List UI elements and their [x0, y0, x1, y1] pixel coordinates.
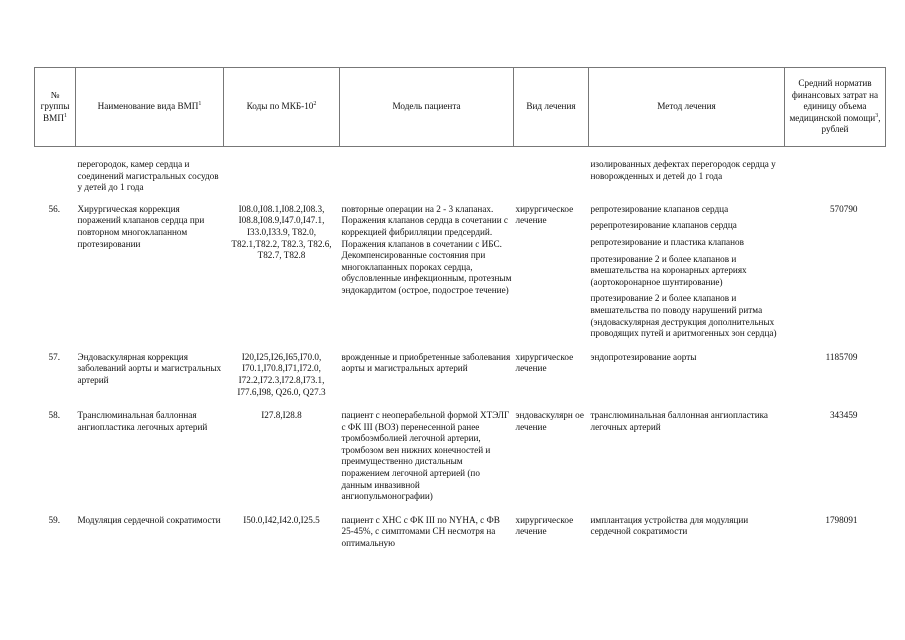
row-method: репротезирование и пластика клапанов [590, 236, 744, 247]
header-norm: Средний норматив финансовых затрат на единицу объема медицинской помощи$^3$, рублей [785, 68, 886, 147]
row-methods [589, 344, 785, 402]
row-method: имплантация устройства для модуляции сердечной сократимости [590, 514, 749, 537]
row-kind: хирургическое лечение [515, 351, 574, 374]
row-norm: 343459 [829, 410, 858, 421]
table-row [35, 507, 886, 554]
row-model: пациент с ХНС с ФК III по NYHA, с ФВ 25-45%, с симптомами СН несмотря на оптимальную [341, 514, 500, 549]
row-kind: эндоваскулярн ое лечение [515, 410, 584, 432]
row-number: 58. [48, 410, 60, 421]
table-row [35, 196, 886, 344]
row-number: 59. [48, 514, 60, 525]
row-kind: хирургическое лечение [515, 203, 574, 226]
header-name: Наименование вида ВМП$^1$ [76, 68, 224, 147]
row-codes: I27.8,I28.8 [261, 410, 302, 421]
continuation-method: изолированных дефектах перегородок сердца у новорожденных и детей до 1 года [590, 159, 776, 181]
row-norm: 1798091 [825, 514, 858, 525]
table-header [35, 68, 886, 147]
row-number: 56. [48, 203, 60, 214]
row-name: Эндоваскулярная коррекция заболеваний аорты и магистральных артерий [77, 351, 222, 385]
header-group: № группы ВМП$^1$ [35, 68, 76, 147]
header-model: Модель пациента [340, 68, 514, 147]
row-methods [589, 507, 785, 554]
row-name: Транслюминальная баллонная ангиопластика легочных артерий [77, 410, 208, 432]
row-model: врожденные и приобретенные заболевания аорты и магистральных артерий [341, 351, 511, 374]
row-method: транслюминальная баллонная ангиопластика легочных артерий [590, 410, 769, 432]
continuation-name: перегородок, камер сердца и соединений магистральных сосудов у детей до 1 года [77, 159, 219, 193]
row-norm: 570790 [829, 203, 858, 214]
table-row [35, 344, 886, 402]
table-row [35, 402, 886, 507]
row-method: репротезирование клапанов сердца [590, 203, 729, 214]
header-kind: Вид лечения [514, 68, 589, 147]
row-codes: I50.0,I42,I42.0,I25.5 [243, 514, 320, 525]
row-codes: I08.0,I08.1,I08.2,I08.3, I08.8,I08.9,I47.0,I47.1, I33.0,I33.9, T82.0, T82.1,T82.2, T82.3, T82.6, T82.7, T82.8 [231, 203, 332, 261]
row-name: Хирургическая коррекция поражений клапанов сердца при повторном многоклапанном протезировании [77, 203, 205, 249]
header-codes: Коды по МКБ-$10^2$ [224, 68, 340, 147]
row-methods [589, 196, 785, 344]
row-name: Модуляция сердечной сократимости [77, 514, 221, 525]
row-method: протезирование 2 и более клапанов и вмешательства по поводу нарушений ритма (эндоваскулярная деструкция дополнительных проводящих путей и аритмогенных зон сердца) [590, 293, 777, 339]
row-model: пациент с неоперабельной формой ХТЭЛГ с ФК III (ВОЗ) перенесенной ранее тромбоэмболией легочной артерии, тромбозом вен нижних конечностей и преимущественно дистальным поражением легочной артерией (по данным инвазивной ангиопульмонографии) [341, 410, 510, 502]
row-methods [589, 402, 785, 507]
row-codes: I20,I25,I26,I65,I70.0, I70.1,I70.8,I71,I72.0, I72.2,I72.3,I72.8,I73.1, I77.6,I98, Q26.0, Q27.3 [237, 351, 326, 397]
row-method: протезирование 2 и более клапанов и вмешательства на коронарных артериях (аортокоронарное шунтирование) [590, 253, 747, 287]
row-model: повторные операции на 2 - 3 клапанах. Поражения клапанов сердца в сочетании с коррекцией фибрилляции предсердий. Поражения клапанов в сочетании с ИБС. Декомпенсированные состояния при многоклапанных пороках сердца, обусловленные инфекционным, протезным эндокардитом (острое, подострое течение) [341, 203, 512, 295]
row-kind: хирургическое лечение [515, 514, 574, 537]
vmp-table [34, 67, 886, 554]
row-number: 57. [48, 351, 60, 362]
table-row-continuation [35, 147, 886, 196]
row-method: эндопротезирование аорты [590, 351, 697, 362]
row-norm: 1185709 [825, 351, 858, 362]
row-method: ререпротезирование клапанов сердца [590, 220, 737, 231]
header-method: Метод лечения [589, 68, 785, 147]
